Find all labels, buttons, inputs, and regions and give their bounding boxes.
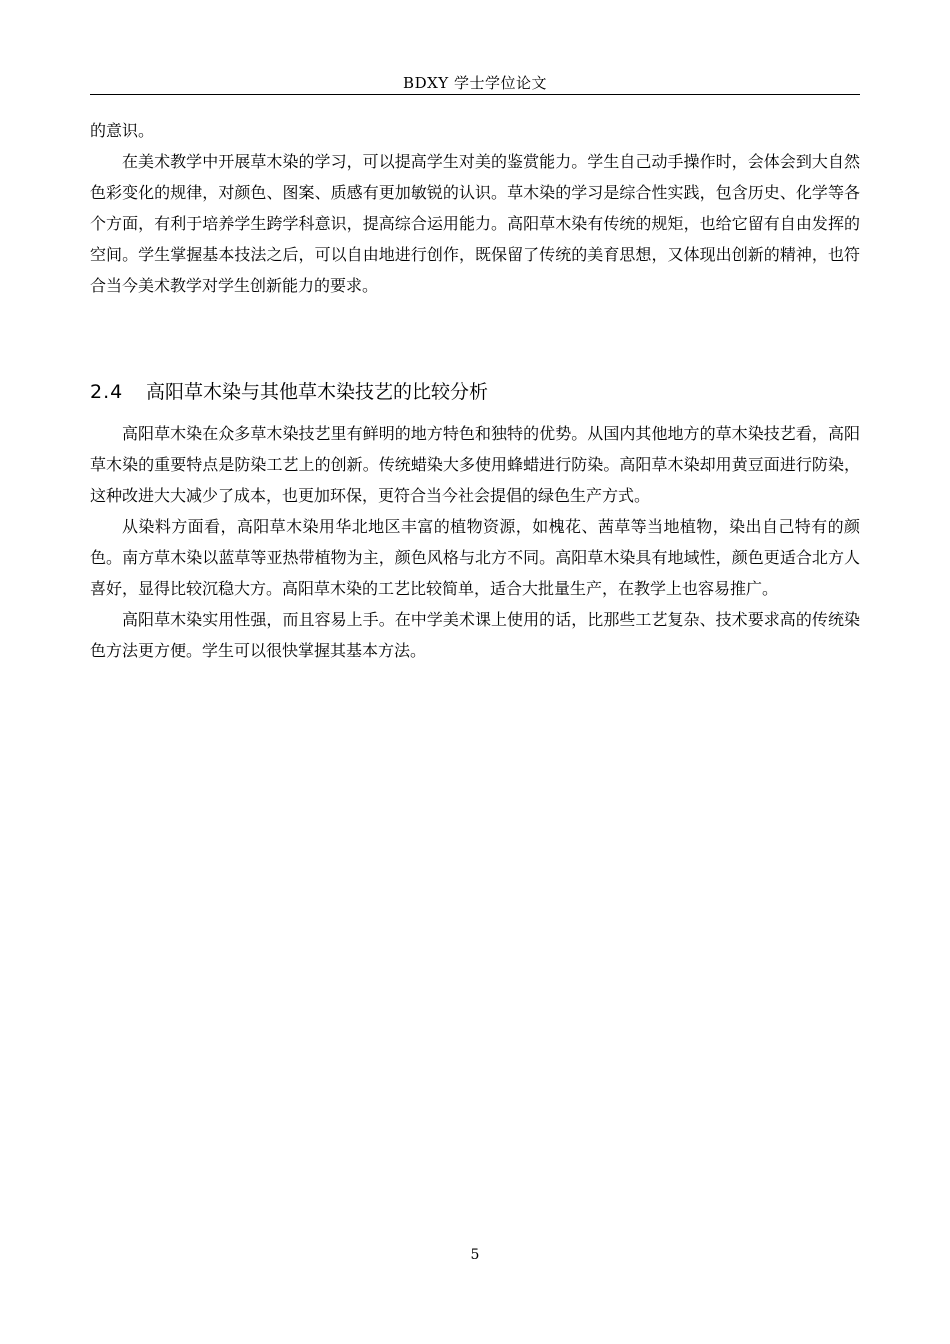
- paragraph: 在美术教学中开展草木染的学习，可以提高学生对美的鉴赏能力。学生自己动手操作时，会体会到大自然色彩变化的规律，对颜色、图案、质感有更加敏锐的认识。草木染的学习是综合性实践，包含历史、化学等各个方面，有利于培养学生跨学科意识，提高综合运用能力。高阳草木染有传统的规矩，也给它留有自由发挥的空间。学生掌握基本技法之后，可以自由地进行创作，既保留了传统的美育思想，又体现出创新的精神，也符合当今美术教学对学生创新能力的要求。: [90, 152, 860, 295]
- page-header: BDXY 学士学位论文: [403, 74, 547, 92]
- paragraph: 从染料方面看，高阳草木染用华北地区丰富的植物资源，如槐花、茜草等当地植物，染出自己特有的颜色。南方草木染以蓝草等亚热带植物为主，颜色风格与北方不同。高阳草木染具有地域性，颜色更适合北方人喜好，显得比较沉稳大方。高阳草木染的工艺比较简单，适合大批量生产，在教学上也容易推广。: [90, 517, 860, 598]
- paragraph-continuation: 的意识。: [90, 121, 155, 140]
- paragraph: 高阳草木染在众多草木染技艺里有鲜明的地方特色和独特的优势。从国内其他地方的草木染技艺看，高阳草木染的重要特点是防染工艺上的创新。传统蜡染大多使用蜂蜡进行防染。高阳草木染却用黄豆面进行防染，这种改进大大减少了成本，也更加环保，更符合当今社会提倡的绿色生产方式。: [90, 424, 860, 505]
- section-heading: [90, 377, 860, 407]
- section-number: 2.4: [90, 381, 124, 403]
- section-title: 高阳草木染与其他草木染技艺的比较分析: [146, 381, 489, 403]
- page-number: 5: [470, 1247, 480, 1263]
- paragraph: 高阳草木染实用性强，而且容易上手。在中学美术课上使用的话，比那些工艺复杂、技术要求高的传统染色方法更方便。学生可以很快掌握其基本方法。: [90, 610, 860, 660]
- preceding-text: [90, 115, 860, 301]
- header-rule: [90, 94, 860, 95]
- section-body: [90, 418, 860, 666]
